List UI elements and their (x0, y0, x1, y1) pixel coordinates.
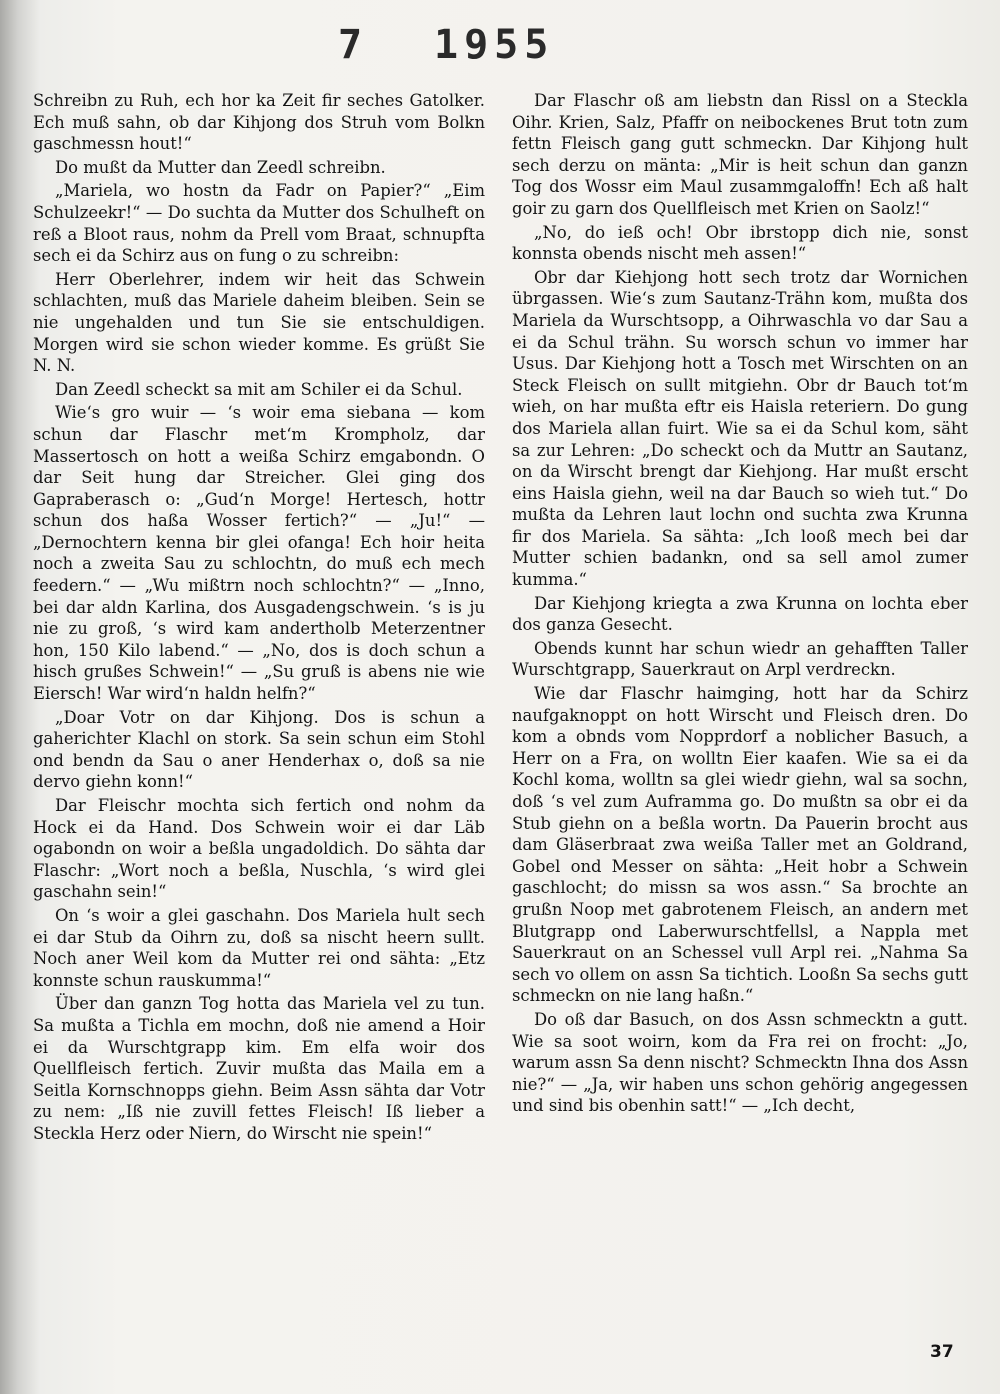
issue-number: 7 (338, 22, 369, 68)
right-column (512, 90, 968, 1119)
paragraph: Dar Flaschr oß am liebstn dan Rissl on a Steckla Oihr. Krien, Salz, Pfaffr on neibockenes Brut totn zum fettn Fleisch gang gutt schmeckn. Dar Kihjong hult sech derzu on mänta: „Mir is heit schun dan ganzn Tog dos Wossr eim Maul zusammgaloffn! Ech aß halt goir zu garn dos Quellfleisch met Krien on Saolz!“ (512, 91, 968, 218)
issue-year: 1955 (434, 22, 555, 68)
issue-header (330, 22, 630, 72)
paragraph: On ‘s woir a glei gaschahn. Dos Mariela hult sech ei dar Stub da Oihrn zu, doß sa nischt heern sullt. Noch aner Weil kom da Mutter rei ond sähta: „Etz konnste schun rauskumma!“ (33, 905, 485, 990)
paragraph: „No, do ieß och! Obr ibrstopp dich nie, sonst konnsta obends nischt meh assen!“ (512, 222, 968, 264)
paragraph: Dar Kiehjong kriegta a zwa Krunna on lochta eber dos ganza Gesecht. (512, 593, 968, 635)
paragraph: Obends kunnt har schun wiedr an gehafften Taller Wurschtgrapp, Sauerkraut on Arpl verdreckn. (512, 638, 968, 680)
paragraph: Schreibn zu Ruh, ech hor ka Zeit fir seches Gatolker. Ech muß sahn, ob dar Kihjong dos Struh vom Bolkn gaschmessn hout!“ (33, 91, 485, 154)
paragraph: Dar Fleischr mochta sich fertich ond nohm da Hock ei da Hand. Dos Schwein woir ei dar Läb ogabondn on woir a beßla ungadoldich. Do sähta dar Flaschr: „Wort noch a beßla, Nuschla, ‘s wird glei gaschahn sein!“ (33, 796, 485, 902)
paragraph: Obr dar Kiehjong hott sech trotz dar Wornichen übrgassen. Wie‘s zum Sautanz-Trähn kom, mußta dos Mariela da Wurschtsopp, a Oihrwaschla vo dar Sau a ei da Schul trähn. Su worsch schun vo immer har Usus. Dar Kiehjong hott a Tosch met Wirschten on an Steck Fleisch on sullt mitgiehn. Obr dr Bauch tot‘m wieh, on har mußta eftr eis Haisla reteriern. Do gung dos Mariela allan fuirt. Wie sa ei da Schul kom, säht sa zur Lehren: „Do scheckt och da Muttr an Sautanz, on da Wirscht brengt dar Kiehjong. Har mußt erscht eins Haisla giehn, weil na dar Bauch so wieh tut.“ Do mußta da Lehren laut lochn ond suchta zwa Krunna fir dos Mariela. Sa sähta: „Ich looß mech bei dar Mutter schien badankn, ond sa sell amol zumer kumma.“ (512, 267, 968, 590)
paragraph: „Doar Votr on dar Kihjong. Dos is schun a gaherichter Klachl on stork. Sa sein schun eim Stohl ond bendn da Sau o aner Henderhax o, doß sa nie dervo giehn konn!“ (33, 707, 485, 792)
page-number: 37 (930, 1342, 954, 1362)
paragraph: Do mußt da Mutter dan Zeedl schreibn. (55, 157, 386, 177)
paragraph: Herr Oberlehrer, indem wir heit das Schwein schlachten, muß das Mariele daheim bleiben. Sein se nie ungehalden und tun Sie sie entschuldigen. Morgen wird sie schon wieder komme. Es grüßt Sie N. N. (33, 269, 485, 376)
left-column (33, 90, 485, 1147)
paragraph: „Mariela, wo hostn da Fadr on Papier?“ „Eim Schulzeekr!“ — Do suchta da Mutter dos Schulheft on reß a Bloot raus, nohm da Prell vom Braat, schnupfta sech ei da Schirz aus on fung o zu schreibn: (33, 181, 485, 266)
paragraph: Do oß dar Basuch, on dos Assn schmecktn a gutt. Wie sa soot woirn, kom da Fra rei on frocht: „Jo, warum assn Sa denn nischt? Schmecktn Ihna dos Assn nie?“ — „Ja, wir haben uns schon gehörig angegessen und sind bis obenhin satt!“ — „Ich decht, (512, 1009, 969, 1116)
paragraph: Wie‘s gro wuir — ‘s woir ema siebana — kom schun dar Flaschr met‘m Krompholz, dar Massertosch on hott a weißa Schirz emgabondn. O dar Seit hung dar Streicher. Glei ging dos Gapraberasch o: „Gud‘n Morge! Hertesch, hottr schun dos haßa Wosser fertich?“ — „Ju!“ — „Dernochtern kenna bir glei ofanga! Ech hoir heita noch a zweita Sau zu schlochtn, do muß ech mech feedern.“ — „Wu mißtrn noch schlochtn?“ — „Inno, bei dar aldn Karlina, dos Ausgadengschwein. ‘s is ju nie zu groß, ‘s wird kam andertholb Meterzentner hon, 150 Kilo labend.“ — „No, dos is doch schun a hisch grußes Schwein!“ — „Su gruß is abens nie wie Eiersch! War wird‘n haldn helfn?“ (33, 403, 485, 704)
paragraph: Wie dar Flaschr haimging, hott har da Schirz naufgaknoppt on hott Wirscht und Fleisch dren. Do kom a obnds vom Nopprdorf a noblicher Basuch, a Herr on a Fra, on wolltn Eier kaafen. Wie sa ei da Kochl koma, wolltn sa glei wiedr giehn, wal sa sochn, doß ‘s vel zum Auframma go. Do mußtn sa obr ei da Stub giehn on a beßla wortn. Da Pauerin brocht aus dam Gläserbraat zwa weißa Taller met an Goldrand, Gobel ond Messer on sähta: „Heit hobr a Schwein gaschlocht; do missn sa wos assn.“ Sa brochte an grußn Noop met gabrotenem Fleisch, an andern met Blutgrapp ond Laberwurschtfellsl, a Nappla met Sauerkraut on an Schessel vull Arpl rei. „Nahma Sa sech vo ollem on assn Sa tichtich. Looßn Sa sechs gutt schmeckn on nie lang haßn.“ (512, 684, 968, 1006)
paragraph: Dan Zeedl scheckt sa mit am Schiler ei da Schul. (55, 379, 463, 399)
paragraph: Über dan ganzn Tog hotta das Mariela vel zu tun. Sa mußta a Tichla em mochn, doß nie amend a Hoir ei da Wurschtgrapp kim. Em elfa woir dos Quellfleisch fertich. Zuvir mußta das Maila em a Seitla Kornschnopps giehn. Beim Assn sähta dar Votr zu nem: „Iß nie zuvill fettes Fleisch! Iß lieber a Steckla Herz oder Niern, do Wirscht nie spein!“ (33, 994, 485, 1143)
